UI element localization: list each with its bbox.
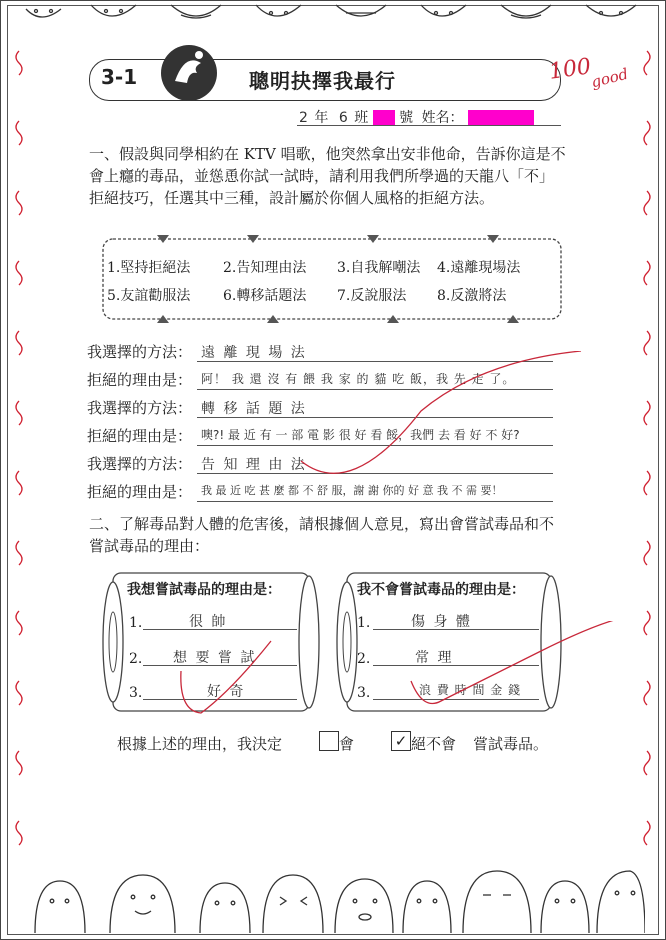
technique-5: 5.友誼勸服法	[107, 288, 191, 304]
bottom-doodle-characters-icon	[25, 861, 645, 933]
not-answer-1[interactable]: 傷 身 體	[411, 614, 472, 630]
technique-6: 6.轉移話題法	[223, 288, 307, 304]
reason-line-3	[197, 501, 553, 502]
name-label: 姓名：	[421, 110, 464, 126]
technique-4: 4.遠離現場法	[437, 260, 521, 276]
score: 100	[547, 54, 593, 85]
reason-label-3: 拒絕的理由是：	[87, 483, 193, 501]
want-answer-3[interactable]: 好 奇	[207, 684, 246, 700]
mascot-logo-icon	[161, 45, 217, 101]
class-label: 班	[354, 110, 369, 126]
will-option-label: 會	[339, 735, 355, 753]
reason-label-2: 拒絕的理由是：	[87, 427, 193, 445]
teacher-check-mark-icon	[181, 351, 601, 501]
info-underline	[297, 125, 561, 126]
technique-8: 8.反激將法	[437, 288, 507, 304]
technique-box-frame-icon	[97, 233, 567, 325]
not-reason-num-2: 2.	[357, 651, 371, 667]
redacted-name	[468, 110, 534, 126]
not-answer-3[interactable]: 浪 費 時 間 金 錢	[419, 683, 522, 697]
want-reasons-title: 我想嘗試毒品的理由是：	[127, 582, 281, 598]
left-red-squiggle-border-icon	[9, 41, 29, 861]
reason-answer-2[interactable]: 噢?! 最 近 有 一 部 電 影 很 好 看 餒，我們 去 看 好 不 好?	[201, 428, 520, 442]
reason-answer-3[interactable]: 我 最 近 吃 甚 麼 都 不 舒 服，謝 謝 你的 好 意 我 不 需 要！	[201, 484, 503, 497]
method-label-3: 我選擇的方法：	[87, 455, 193, 473]
not-reasons-title: 我不會嘗試毒品的理由是：	[357, 582, 525, 598]
want-reason-num-1: 1.	[129, 615, 143, 631]
decision-label: 根據上述的理由，我決定	[117, 735, 283, 753]
method-label-1: 我選擇的方法：	[87, 343, 193, 361]
will-not-option-label: 絕不會	[411, 735, 457, 753]
will-not-checkbox[interactable]: ✓	[391, 731, 411, 751]
not-answer-2[interactable]: 常 理	[415, 650, 454, 666]
want-reason-num-3: 3.	[129, 685, 143, 701]
section2-question: 二、了解毒品對人體的危害後，請根據個人意見，寫出會嘗試毒品和不嘗試毒品的理由：	[89, 515, 555, 555]
technique-7: 7.反說服法	[337, 288, 407, 304]
student-info-line	[299, 107, 561, 127]
method-answer-3[interactable]: 告 知 理 由 法	[201, 457, 307, 473]
redacted-seat-number	[373, 110, 395, 126]
method-label-2: 我選擇的方法：	[87, 399, 193, 417]
technique-3: 3.自我解嘲法	[337, 260, 421, 276]
section1-question: 一、假設與同學相約在 KTV 唱歌，他突然拿出安非他命，告訴你這是不會上癮的毒品，並慫恿你試一試時，請利用我們所學過的天龍八「不」拒絕技巧，任選其中三種，設計屬於你個人風格的拒絕方法。	[89, 145, 566, 207]
page-title: 聰明抉擇我最行	[249, 69, 396, 93]
lesson-number: 3-1	[101, 65, 138, 89]
not-reason-num-3: 3.	[357, 685, 371, 701]
technique-1: 1.堅持拒絕法	[107, 260, 191, 276]
method-answer-2[interactable]: 轉 移 話 題 法	[201, 401, 307, 417]
grade-label: 年	[314, 110, 329, 126]
right-red-squiggle-border-icon	[637, 41, 657, 861]
grade-value: 2	[299, 110, 310, 126]
number-label: 號	[399, 110, 414, 126]
not-reason-num-1: 1.	[357, 615, 371, 631]
want-answer-1[interactable]: 很 帥	[189, 614, 228, 630]
reason-label-1: 拒絕的理由是：	[87, 371, 193, 389]
technique-2: 2.告知理由法	[223, 260, 307, 276]
reason-answer-1[interactable]: 阿！ 我 還 沒 有 餵 我 家 的 貓 吃 飯，我 先 走 了。	[201, 372, 516, 386]
method-answer-1[interactable]: 遠 離 現 場 法	[201, 345, 307, 361]
want-reason-num-2: 2.	[129, 651, 143, 667]
decision-suffix: 嘗試毒品。	[473, 735, 549, 753]
top-doodle-border-icon	[21, 1, 651, 29]
class-value: 6	[338, 110, 350, 126]
want-answer-2[interactable]: 想 要 嘗 試	[173, 650, 257, 666]
teacher-check-mark-2-icon	[161, 621, 641, 731]
will-checkbox[interactable]	[319, 731, 339, 751]
score-comment: good	[589, 64, 630, 92]
